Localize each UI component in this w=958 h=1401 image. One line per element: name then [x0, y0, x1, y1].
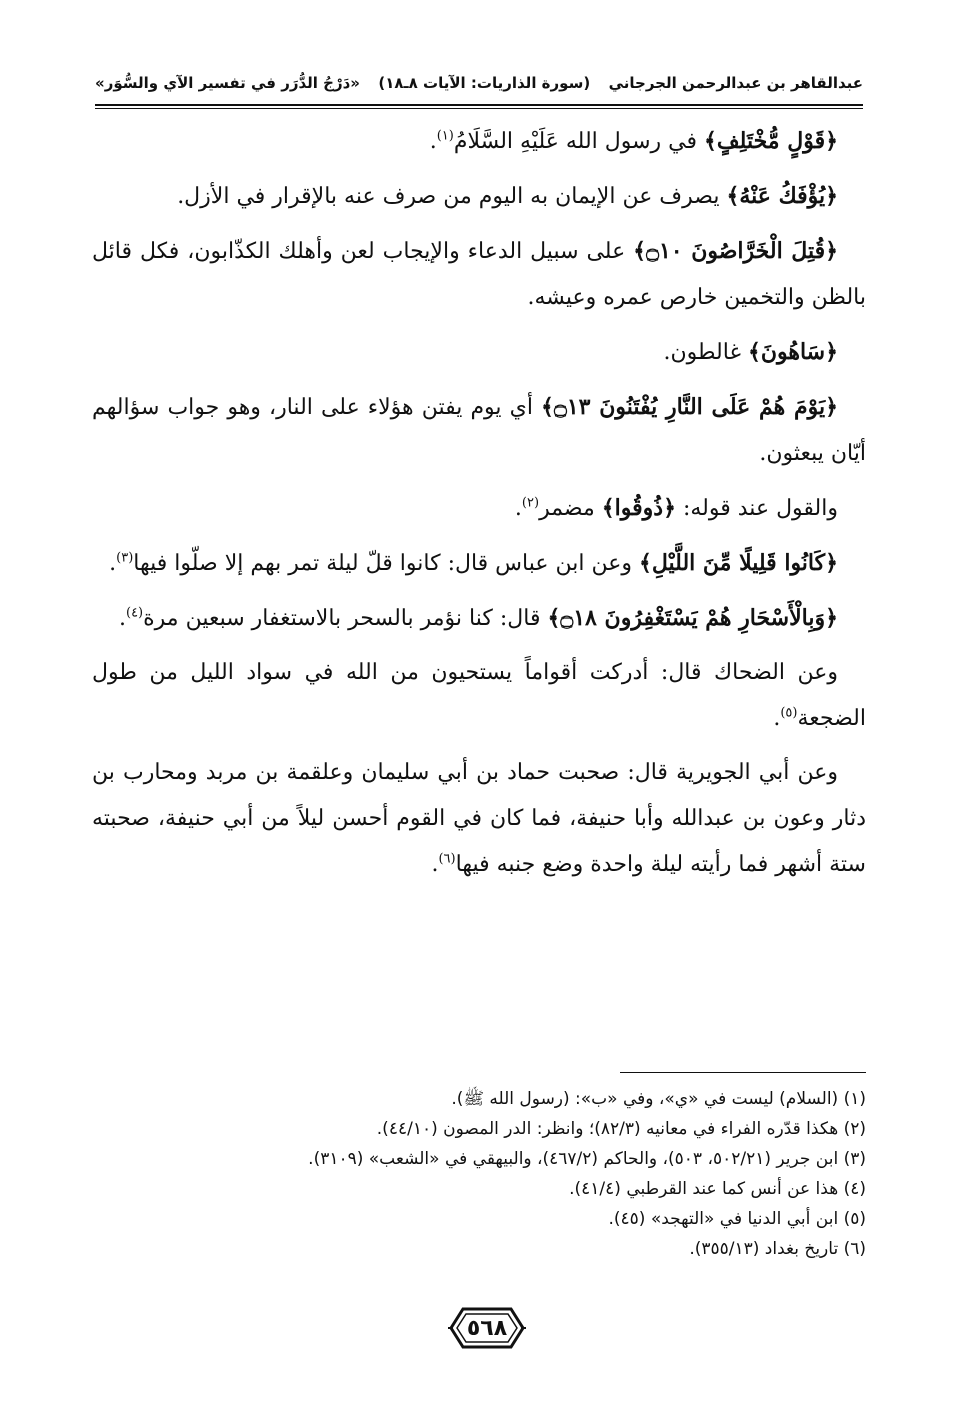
footnote-ref: (٦) — [438, 851, 456, 867]
commentary: يصرف عن الإيمان به اليوم من صرف عنه بالإقرار في الأزل. — [177, 184, 727, 209]
footnote-ref: (١) — [436, 128, 454, 144]
page-number: ٥٦٨ — [466, 1315, 508, 1341]
period: . — [429, 129, 437, 154]
paragraph-2 — [92, 173, 866, 220]
quran-quote: ﴿قَوْلٍ مُّخْتَلِفٍ﴾ — [704, 128, 838, 154]
header-rule-thin — [95, 108, 863, 109]
commentary: غالطون. — [663, 340, 748, 365]
commentary: أي يوم يفتن هؤلاء على النار، وهو جواب سؤالهم أيّان يبعثون. — [92, 395, 866, 466]
commentary: وعن ابن عباس قال: كانوا قلّ ليلة تمر بهم إلا صلّوا فيها — [133, 551, 639, 576]
footnotes — [95, 1084, 866, 1264]
quran-quote: ﴿يَوْمَ هُمْ عَلَى النَّارِ يُفْتَنُونَ ۝١٣﴾ — [541, 394, 839, 420]
footnote-1: (١) (السلام) ليست في «ي»، وفي «ب»: (رسول الله ﷺ). — [451, 1089, 866, 1109]
quran-quote: ﴿قُتِلَ الْخَرَّاصُونَ ۝١٠﴾ — [633, 238, 839, 264]
quran-quote: ﴿ذُوقُوا﴾ — [601, 495, 676, 521]
period: . — [109, 551, 117, 576]
footnote-ref: (٣) — [116, 550, 134, 566]
paragraph-8 — [92, 595, 866, 642]
commentary: وعن الضحاك قال: أدركت أقواماً يستحيون من الله في سواد الليل من طول الضجعة — [92, 660, 866, 731]
footnote-2: (٢) هكذا قدّره الفراء في معانيه (٨٢/٣)؛ وانظر: الدر المصون (٤٤/١٠). — [376, 1119, 866, 1139]
footnote-ref: (٤) — [125, 605, 144, 621]
commentary: في رسول الله عَلَيْهِ السَّلَامُ — [453, 129, 704, 154]
running-header — [95, 66, 863, 100]
commentary: على سبيل الدعاء والإيجاب لعن وأهلك الكذّابون، فكل قائل بالظن والتخمين خارص عمره وعيشه. — [92, 239, 866, 310]
quran-quote: ﴿سَاهُونَ﴾ — [747, 339, 838, 365]
footnote-5: (٥) ابن أبي الدنيا في «التهجد» (٤٥). — [608, 1209, 866, 1229]
commentary: وعن أبي الجويرية قال: صحبت حماد بن أبي سليمان وعلقمة بن مربد ومحارب بن دثار وعون بن عبدالله وأبا حنيفة، فما كان في القوم أحسن ليلاً من أبي حنيفة، صحبته ستة أشهر فما رأيته ليلة واحدة وضع جنبه فيها — [92, 760, 866, 877]
header-rule — [95, 104, 863, 106]
commentary-cont: مضمر — [539, 496, 602, 521]
header-surah: (سورة الذاريات: الآيات ٨ـ١٨) — [378, 74, 591, 92]
footnote-ref: (٢) — [521, 495, 540, 511]
paragraph-4 — [92, 329, 866, 376]
period: . — [118, 606, 126, 631]
commentary: والقول عند قوله: — [675, 496, 838, 521]
period: . — [773, 706, 781, 731]
paragraph-6 — [92, 485, 866, 532]
period: . — [514, 496, 522, 521]
paragraph-5 — [92, 384, 866, 477]
page-number-ornament — [447, 1305, 527, 1351]
footnote-6: (٦) تاريخ بغداد (٣٥٥/١٣). — [689, 1239, 866, 1259]
footnote-4: (٤) هذا عن أنس كما عند القرطبي (٤١/٤). — [569, 1179, 866, 1199]
footnote-3: (٣) ابن جرير (٥٠٢/٢١، ٥٠٣)، والحاكم (٤٦٧/٢)، والبيهقي في «الشعب» (٣١٠٩). — [308, 1149, 866, 1169]
paragraph-3 — [92, 228, 866, 321]
paragraph-10 — [92, 750, 866, 888]
footnote-separator — [620, 1072, 866, 1073]
commentary: قال: كنا نؤمر بالسحر بالاستغفار سبعين مرة — [143, 606, 548, 631]
period: . — [431, 852, 439, 877]
paragraph-7 — [92, 540, 866, 587]
paragraph-9 — [92, 650, 866, 742]
quran-quote: ﴿وَبِالْأَسْحَارِ هُمْ يَسْتَغْفِرُونَ ۝١٨﴾ — [547, 605, 838, 631]
footnote-ref: (٥) — [780, 705, 798, 721]
header-book-title: «دَرْجُ الدُّرَر في تفسير الآي والسُّوَر» — [95, 74, 360, 92]
quran-quote: ﴿يُؤْفَكُ عَنْهُ﴾ — [726, 183, 838, 209]
paragraph-1 — [92, 118, 866, 165]
quran-quote: ﴿كَانُوا قَلِيلًا مِّنَ اللَّيْلِ﴾ — [638, 550, 838, 576]
header-author: عبدالقاهر بن عبدالرحمن الجرجاني — [608, 74, 863, 92]
main-text — [92, 118, 866, 888]
